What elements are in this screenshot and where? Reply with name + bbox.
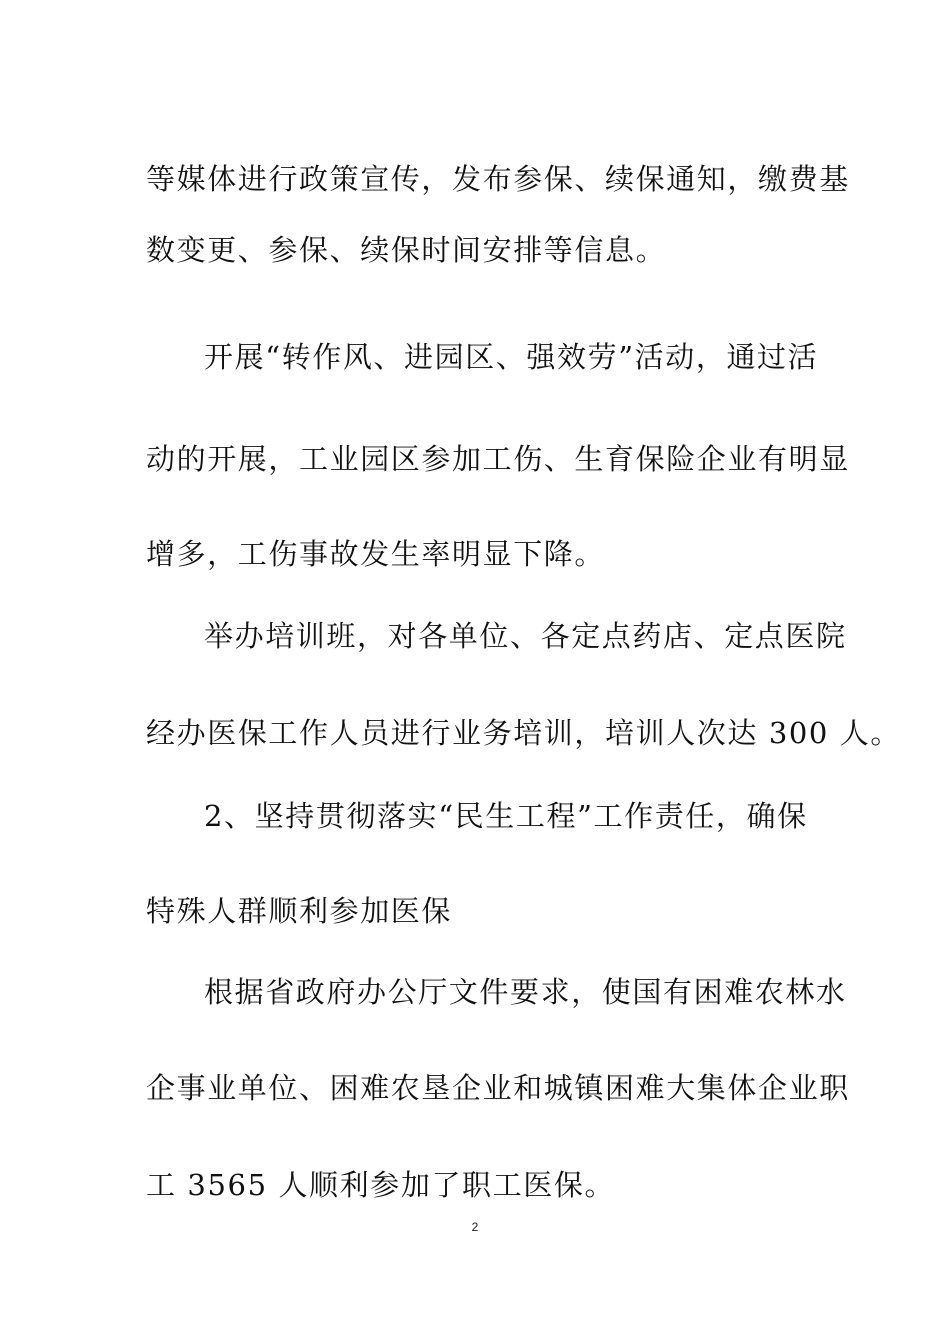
paragraph-line: 增多，工伤事故发生率明显下降。 [146,537,606,571]
paragraph-line: 开展“转作风、进园区、强效劳”活动，通过活 [204,340,819,374]
paragraph-line: 数变更、参保、续保时间安排等信息。 [146,233,667,267]
paragraph-line: 动的开展，工业园区参加工伤、生育保险企业有明显 [146,442,850,476]
section-heading: 特殊人群顺利参加医保 [146,894,453,928]
page-number: 2 [471,1220,479,1234]
section-heading: 2、坚持贯彻落实“民生工程”工作责任，确保 [204,799,808,833]
paragraph-line: 等媒体进行政策宣传，发布参保、续保通知，缴费基 [146,162,850,196]
paragraph-line: 举办培训班，对各单位、各定点药店、定点医院 [204,619,847,653]
paragraph-line: 工 3565 人顺利参加了职工医保。 [146,1168,616,1202]
paragraph-line: 企事业单位、困难农垦企业和城镇困难大集体企业职 [146,1071,850,1105]
paragraph-line: 经办医保工作人员进行业务培训，培训人次达 300 人。 [146,716,901,750]
paragraph-line: 根据省政府办公厅文件要求，使国有困难农林水 [204,975,847,1009]
